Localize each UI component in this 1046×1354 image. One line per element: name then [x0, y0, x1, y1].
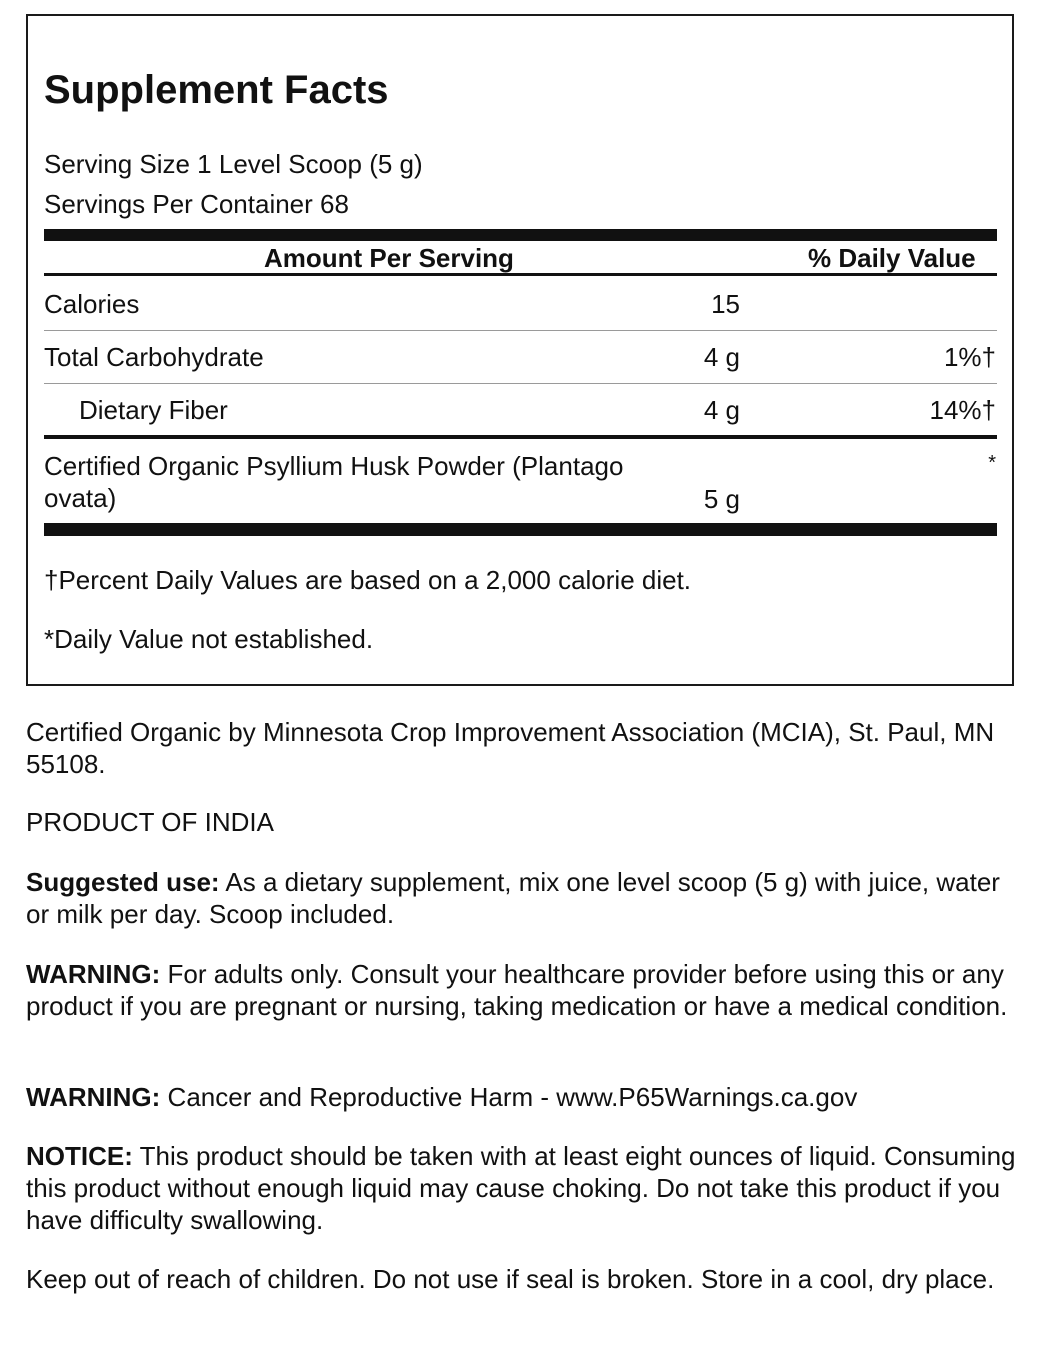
- header-amount-per-serving: Amount Per Serving: [264, 243, 514, 273]
- facts-title: Supplement Facts: [44, 68, 389, 112]
- serving-size: Serving Size 1 Level Scoop (5 g): [44, 149, 423, 179]
- row-calories-name: Calories: [44, 289, 140, 319]
- thick-divider-bottom: [44, 523, 997, 536]
- warning-adults: [26, 958, 1016, 1022]
- row-psyllium-dv: *: [988, 452, 996, 474]
- warning-prop65: [26, 1081, 1016, 1113]
- row-fiber-name: Dietary Fiber: [79, 395, 228, 425]
- row-calories-amount: 15: [711, 289, 740, 319]
- warning-label: WARNING:: [26, 959, 161, 989]
- row-psyllium-name-line2: ovata): [44, 483, 117, 513]
- row-divider: [44, 383, 997, 384]
- servings-per-container: Servings Per Container 68: [44, 189, 349, 219]
- row-fiber-amount: 4 g: [703, 395, 740, 425]
- row-psyllium-name-line1: Certified Organic Psyllium Husk Powder (Plantago: [44, 451, 624, 481]
- row-fiber-dv: 14%†: [929, 395, 996, 425]
- product-origin: PRODUCT OF INDIA: [26, 807, 274, 837]
- footnote-not-established: *Daily Value not established.: [44, 624, 374, 654]
- section-divider: [44, 435, 997, 439]
- header-daily-value: % Daily Value: [808, 243, 976, 273]
- suggested-use: [26, 866, 1016, 930]
- certified-organic-text: Certified Organic by Minnesota Crop Improvement Association (MCIA), St. Paul, MN 55108.: [26, 717, 995, 779]
- footnote-daily-values: †Percent Daily Values are based on a 2,000 calorie diet.: [44, 565, 692, 595]
- row-carbohydrate-name: Total Carbohydrate: [44, 342, 264, 372]
- storage-instructions: Keep out of reach of children. Do not use if seal is broken. Store in a cool, dry place.: [26, 1264, 995, 1294]
- row-carbohydrate-amount: 4 g: [703, 342, 740, 372]
- suggested-use-text: As a dietary supplement, mix one level scoop (5 g) with juice, water or milk per day. Scoop included.: [26, 867, 1000, 929]
- thick-divider-top: [44, 229, 997, 241]
- notice-text: This product should be taken with at least eight ounces of liquid. Consuming this product without enough liquid may cause choking. Do not take this product if you have difficulty swallowing.: [26, 1141, 1016, 1235]
- row-divider: [44, 330, 997, 331]
- notice: [26, 1140, 1016, 1236]
- row-psyllium-amount: 5 g: [703, 484, 740, 514]
- warning-label: WARNING:: [26, 1082, 161, 1112]
- notice-label: NOTICE:: [26, 1141, 133, 1171]
- header-divider: [44, 273, 997, 276]
- suggested-use-label: Suggested use:: [26, 867, 220, 897]
- warning-adults-text: For adults only. Consult your healthcare provider before using this or any product if you are pregnant or nursing, taking medication or have a medical condition.: [26, 959, 1008, 1021]
- row-carbohydrate-dv: 1%†: [943, 342, 996, 372]
- warning-prop65-text: Cancer and Reproductive Harm - www.P65Warnings.ca.gov: [160, 1082, 858, 1112]
